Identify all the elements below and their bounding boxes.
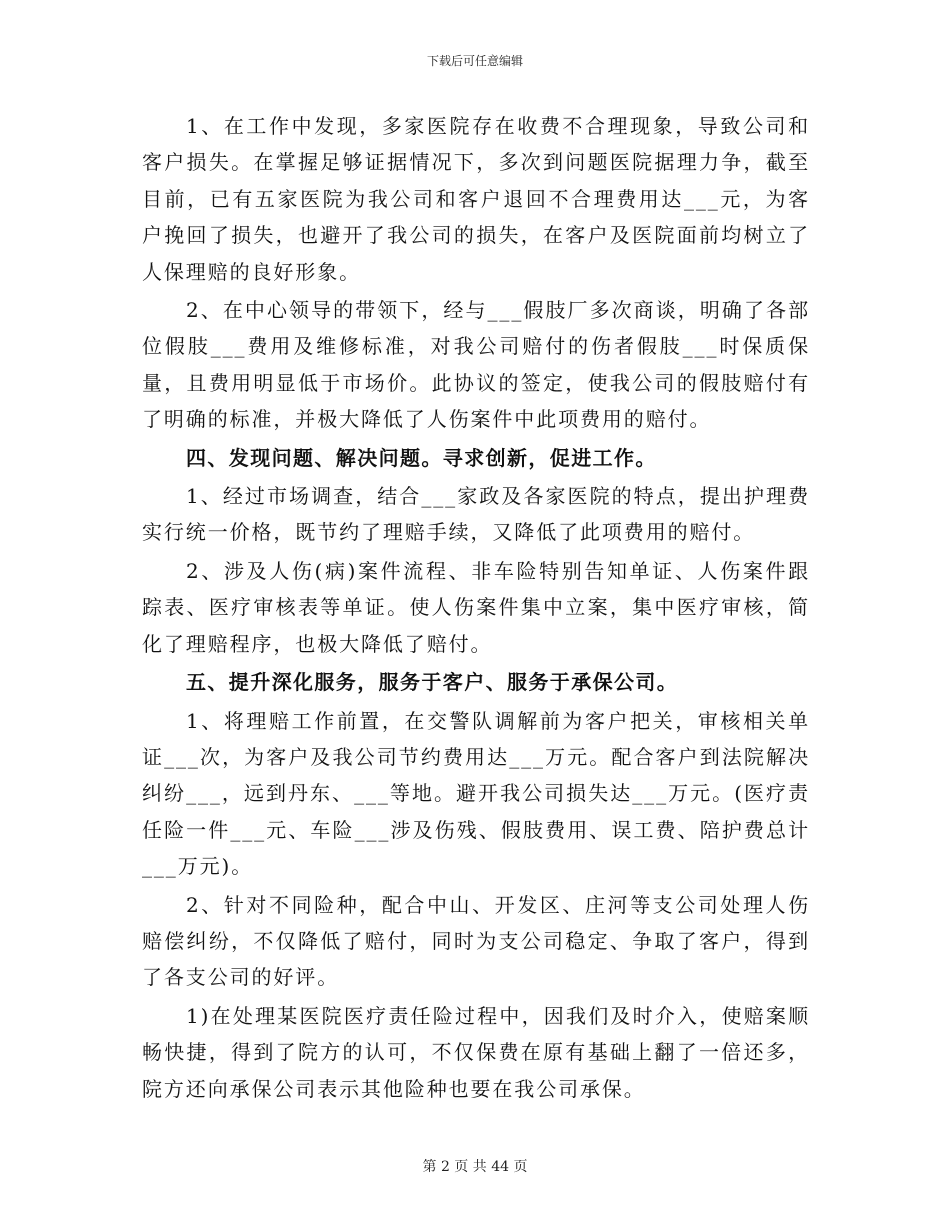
section-heading: 五、提升深化服务，服务于客户、服务于承保公司。	[186, 670, 679, 695]
paragraph: 2、针对不同险种，配合中山、开发区、庄河等支公司处理人伤赔偿纠纷，不仅降低了赔付，同时为支公司稳定、争取了客户，得到了各支公司的好评。	[142, 892, 810, 990]
document-body	[142, 108, 810, 1109]
section-heading: 四、发现问题、解决问题。寻求创新，促进工作。	[186, 445, 657, 470]
paragraph: 1、将理赔工作前置，在交警队调解前为客户把关，审核相关单证___次，为客户及我公司节约费用达___万元。配合客户到法院解决纠纷___，远到丹东、___等地。避开我公司损失达___万元。(医疗责任险一件___元、车险___涉及伤残、假肢费用、误工费、陪护费总计___万元)。	[142, 708, 810, 879]
paragraph: 1)在处理某医院医疗责任险过程中，因我们及时介入，使赔案顺畅快捷，得到了院方的认可，不仅保费在原有基础上翻了一倍还多，院方还向承保公司表示其他险种也要在我公司承保。	[142, 1003, 810, 1101]
paragraph: 2、在中心领导的带领下，经与___假肢厂多次商谈，明确了各部位假肢___费用及维修标准，对我公司赔付的伤者假肢___时保质保量，且费用明显低于市场价。此协议的签定，使我公司的假肢赔付有了明确的标准，并极大降低了人伤案件中此项费用的赔付。	[142, 298, 810, 432]
paragraph: 1、经过市场调查，结合___家政及各家医院的特点，提出护理费实行统一价格，既节约了理赔手续，又降低了此项费用的赔付。	[142, 484, 810, 545]
paragraph: 2、涉及人伤(病)案件流程、非车险特别告知单证、人伤案件跟踪表、医疗审核表等单证。使人伤案件集中立案，集中医疗审核，简化了理赔程序，也极大降低了赔付。	[142, 558, 810, 656]
page-header: 下载后可任意编辑	[426, 54, 523, 68]
page-footer: 第 2 页 共 44 页	[422, 1159, 528, 1175]
paragraph: 1、在工作中发现，多家医院存在收费不合理现象，导致公司和客户损失。在掌握足够证据情况下，多次到问题医院据理力争，截至目前，已有五家医院为我公司和客户退回不合理费用达___元，为客户挽回了损失，也避开了我公司的损失，在客户及医院面前均树立了人保理赔的良好形象。	[142, 114, 810, 284]
